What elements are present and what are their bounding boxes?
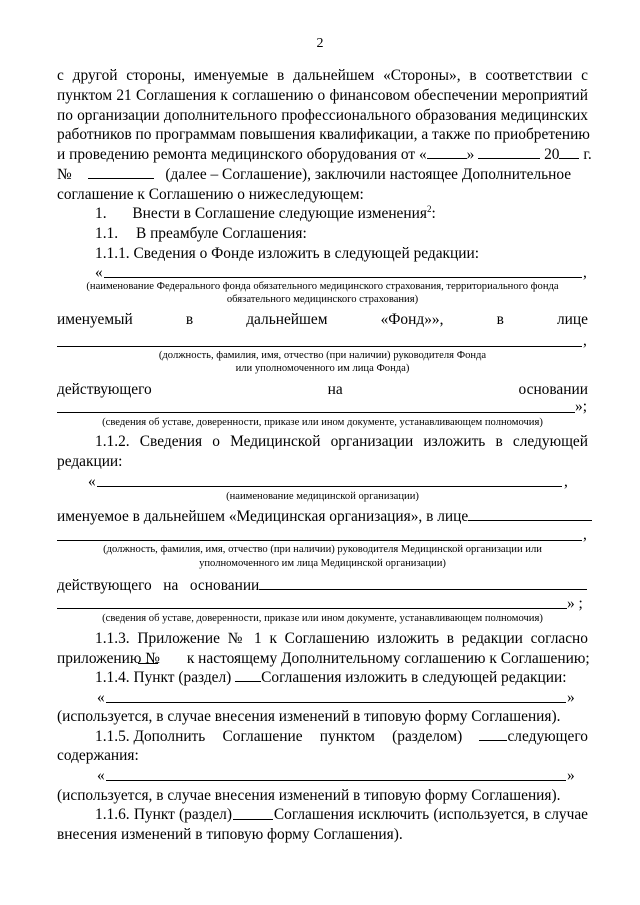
p1l5-d: г.	[583, 146, 592, 163]
item-1-1-4	[95, 668, 588, 687]
item-1-1-3-line-2: приложению № к настоящему Дополнительному соглашению к Соглашению;	[57, 650, 590, 667]
caption-mo-head-1: (должность, фамилия, имя, отчество (при наличии) руководителя Медицинской организации или	[103, 544, 542, 555]
appendix-number-blank	[138, 663, 158, 664]
item-1-1-6-line-2: внесения изменений в типовую форму Соглашения).	[57, 826, 403, 843]
fund-head-blank	[57, 346, 582, 347]
para1-line-1: с другой стороны, именуемые в дальнейшем «Стороны», в соответствии с	[57, 67, 588, 84]
item-1-1-4-note: (используется, в случае внесения изменений в типовую форму Соглашения).	[57, 708, 561, 725]
date-year-blank	[559, 146, 579, 159]
item-1-1-3-line-1: 1.1.3. Приложение № 1 к Соглашению изложить в редакции согласно	[95, 630, 588, 647]
item-1-1-5-line-1	[95, 727, 588, 746]
item-1-1-4-blank	[235, 669, 261, 682]
para1-line-2: пунктом 21 Соглашения к соглашению о финансовом обеспечении мероприятий	[57, 87, 588, 104]
mo-name-blank	[97, 486, 562, 487]
page-number: 2	[316, 36, 324, 51]
mo-named-line	[57, 507, 588, 526]
item-1-1-5-open-quote: «	[97, 767, 105, 784]
para1-line-6	[57, 165, 588, 184]
para1-line-4: работников по программам повышения квалификации, а также по приобретению	[57, 126, 590, 143]
date-day-blank	[427, 146, 467, 159]
item-1-1-5-blank	[479, 728, 507, 741]
p1l5-c: 20	[544, 146, 560, 163]
p1l6-b: (далее – Соглашение), заключили настоящее Дополнительное	[165, 166, 572, 183]
item-1-1-6-line-1: 1.1.6. Пункт (раздел) Соглашения исключить (используется, в случае	[95, 806, 588, 823]
fund-named-row	[57, 310, 588, 329]
fund-name-open-quote: «	[95, 264, 103, 281]
item-1-1-2-line-2: редакции:	[57, 453, 123, 470]
caption-fund-head-1: (должность, фамилия, имя, отчество (при наличии) руководителя Фонда	[158, 350, 487, 361]
item-1-1-text: В преамбуле Соглашения:	[135, 225, 307, 242]
fund-acting-row	[57, 380, 588, 399]
p1l6-a: №	[57, 166, 72, 183]
mo-basis-blank-1	[259, 577, 587, 590]
item-1-1-5-close-quote: »	[567, 767, 575, 784]
agreement-number-blank	[88, 166, 154, 179]
fund-basis-blank	[57, 412, 575, 413]
fund-row-w3: дальнейшем	[246, 311, 328, 328]
fund-row-w2: в	[185, 311, 194, 328]
mo-head-blank-1	[468, 508, 592, 521]
mo-head-blank-2	[57, 540, 582, 541]
acting-w1: действующего	[57, 381, 152, 398]
caption-mo-head-2: уполномоченного им лица Медицинской организации)	[199, 558, 446, 569]
fund-row-w1: именуемый	[57, 311, 133, 328]
item-1-1-1: 1.1.1. Сведения о Фонде изложить в следующей редакции:	[95, 245, 480, 262]
fund-basis-end: »;	[575, 398, 587, 415]
item-1-1-5-end	[479, 727, 587, 746]
item-1-1-6-blank	[233, 819, 273, 820]
caption-fund-head-2: или уполномоченного им лица Фонда)	[235, 363, 410, 374]
acting-w2: на	[327, 381, 343, 398]
fund-name-blank	[104, 277, 582, 278]
acting-w3: основании	[518, 381, 588, 398]
item-1-1-5-w1: 1.1.5. Дополнить	[95, 728, 206, 745]
item-1-1-5-text-blank	[106, 780, 566, 781]
item-1-1-2-line-1: 1.1.2. Сведения о Медицинской организации изложить в следующей	[95, 433, 588, 450]
mo-acting-text: действующего на основании	[57, 577, 260, 594]
para1-line-7: соглашение к Соглашению о нижеследующем:	[57, 186, 364, 203]
item-1-1-4-open-quote: «	[97, 689, 105, 706]
item-1-num: 1.	[95, 205, 107, 222]
item-1-1-num: 1.1.	[95, 225, 119, 242]
item-1-1-5-w3: пунктом	[319, 728, 375, 745]
item-1-colon: :	[431, 205, 436, 222]
mo-named-text: именуемое в дальнейшем «Медицинская организация», в лице	[57, 508, 469, 525]
mo-basis-blank-2	[57, 608, 567, 609]
para1-line-5	[57, 145, 592, 164]
item-1-text: Внести в Соглашение следующие изменения	[132, 205, 427, 222]
p1l5-a: и проведению ремонта медицинского оборудования от «	[57, 146, 427, 163]
item-1-1-4-b: Соглашения изложить в следующей редакции:	[261, 669, 567, 686]
caption-fund-basis: (сведения об уставе, доверенности, приказе или ином документе, устанавливающем полномочия)	[102, 417, 543, 428]
item-1-1-4-text-blank	[106, 702, 566, 703]
item-1-1-5-note: (используется, в случае внесения изменений в типовую форму Соглашения).	[57, 787, 561, 804]
date-month-blank	[478, 146, 540, 159]
item-1-1	[95, 224, 575, 243]
item-1-1-4-close-quote: »	[567, 689, 575, 706]
mo-basis-end: » ;	[567, 595, 583, 612]
item-1-1-5-w5: следующего	[507, 728, 588, 745]
p1l5-b: »	[466, 146, 475, 163]
caption-fund-name-1: (наименование Федерального фонда обязательного медицинского страхования, территориального фонда	[86, 281, 559, 292]
mo-name-comma: ,	[564, 473, 568, 490]
mo-acting-line	[57, 576, 588, 595]
item-1-1-5-w4: (разделом)	[392, 728, 463, 745]
caption-mo-name: (наименование медицинской организации)	[226, 491, 419, 502]
item-1	[95, 204, 575, 223]
footnote-ref: 2	[426, 203, 432, 214]
para1-line-3: по организации дополнительного профессионального образования медицинских	[57, 107, 588, 124]
fund-row-w5: в	[496, 311, 504, 328]
mo-name-open-quote: «	[88, 473, 96, 490]
item-1-1-4-a: 1.1.4. Пункт (раздел)	[95, 669, 232, 686]
fund-row-w6: лице	[556, 311, 588, 328]
item-1-1-5-w2: Соглашение	[222, 728, 303, 745]
fund-name-comma: ,	[583, 264, 587, 281]
fund-head-comma: ,	[583, 332, 587, 349]
item-1-1-5-line-2: содержания:	[57, 747, 139, 764]
mo-head-comma: ,	[583, 526, 587, 543]
caption-fund-name-2: обязательного медицинского страхования)	[226, 294, 419, 305]
fund-row-w4: «Фонд»»,	[380, 311, 444, 328]
caption-mo-basis: (сведения об уставе, доверенности, приказе или ином документе, устанавливающем полномочия)	[102, 613, 543, 624]
